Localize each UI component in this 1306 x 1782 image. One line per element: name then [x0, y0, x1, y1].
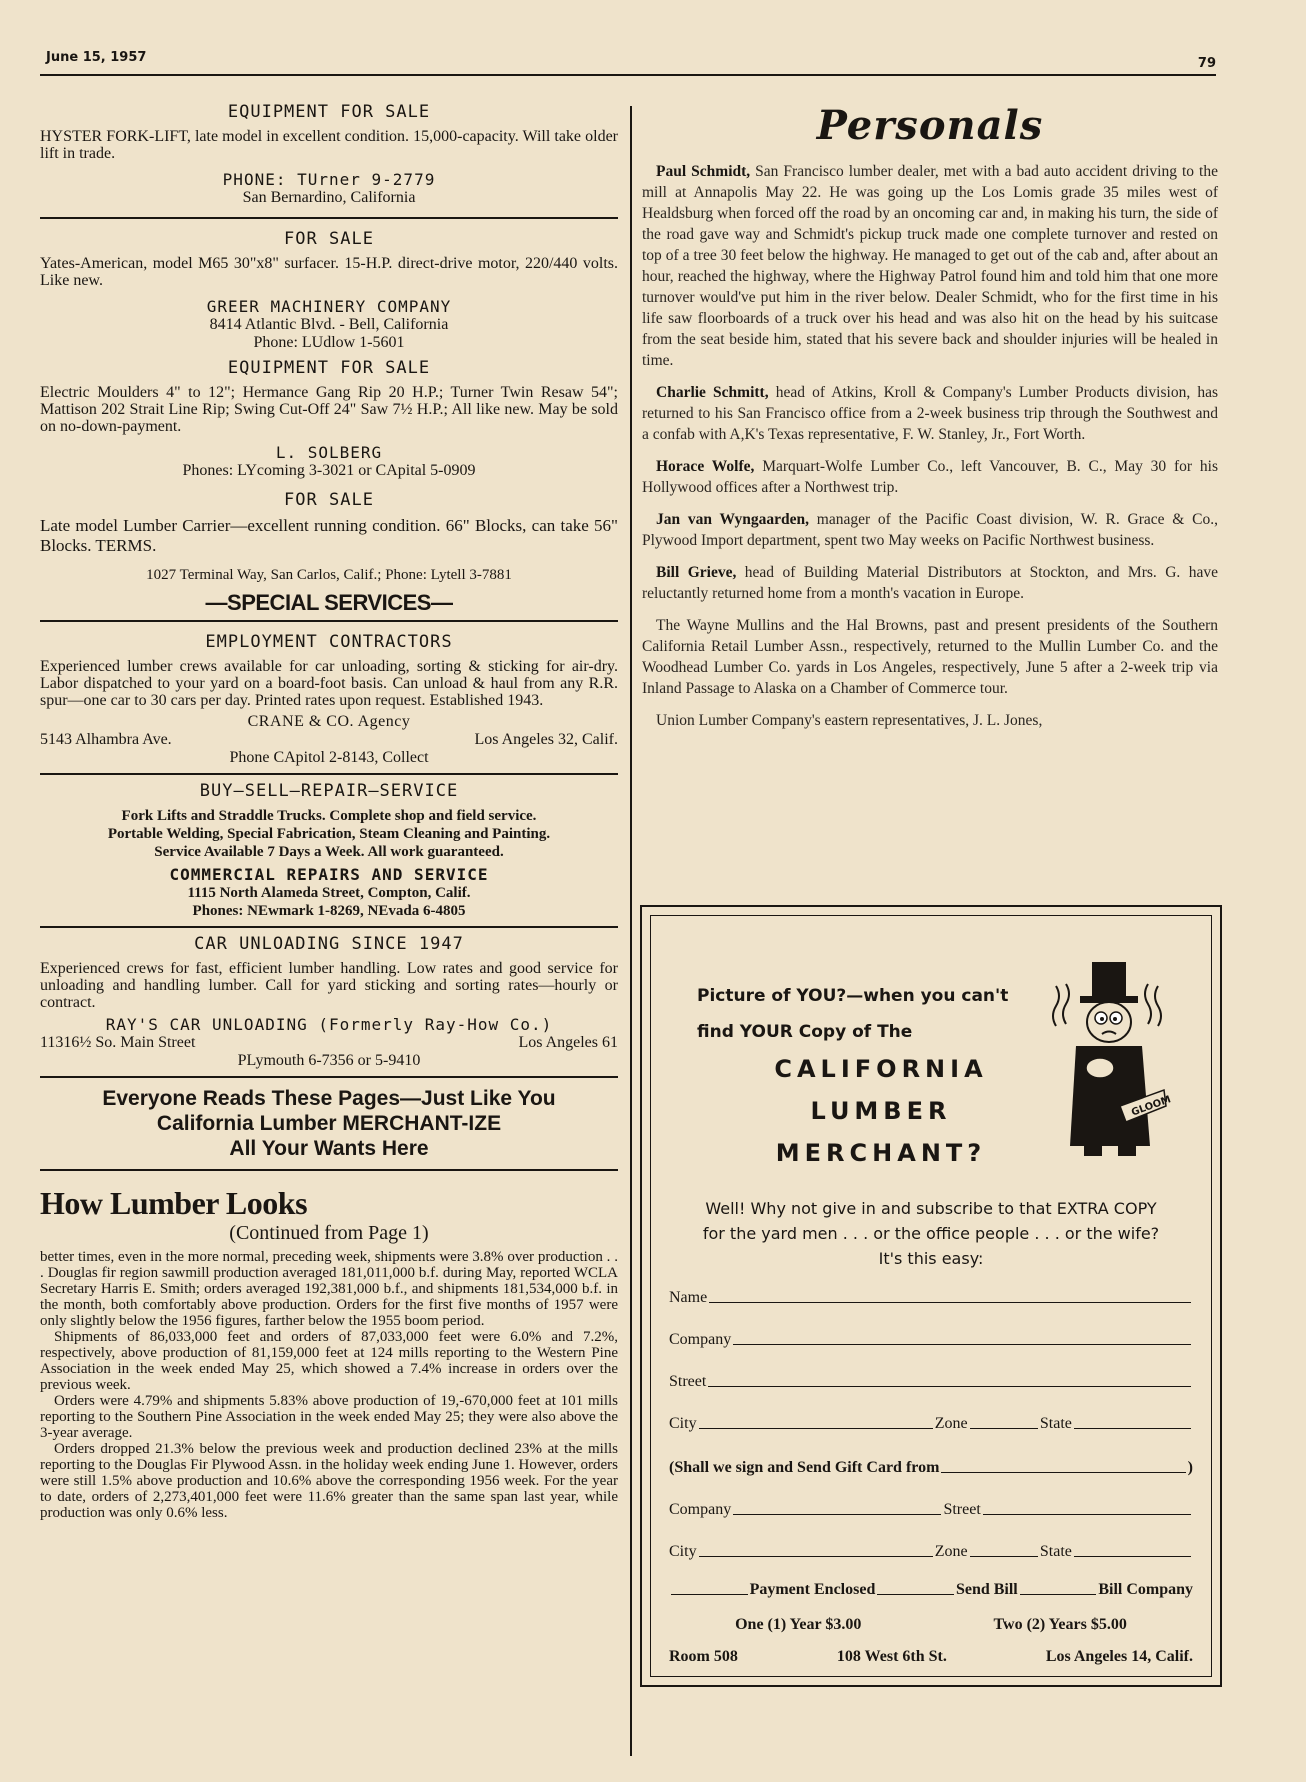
gift-close: )	[1187, 1459, 1193, 1476]
ad-title: EQUIPMENT FOR SALE	[227, 358, 431, 378]
state-line[interactable]	[1074, 1555, 1191, 1557]
magazine-name-line: LUMBER	[810, 1097, 952, 1125]
ad-company: CRANE & CO. Agency	[247, 713, 411, 730]
zone-label: Zone	[934, 1415, 968, 1432]
ad-equipment-hyster	[40, 102, 618, 207]
personal-item	[642, 562, 1218, 604]
subscription-inner-border	[650, 915, 1212, 1677]
ad-phone: Phones: NEwmark 1-8269, NEvada 6-4805	[192, 903, 466, 919]
ad-company: GREER MACHINERY COMPANY	[206, 297, 452, 316]
ad-title: EQUIPMENT FOR SALE	[227, 102, 431, 122]
state-line[interactable]	[1074, 1427, 1191, 1429]
article-paragraph: Orders were 4.79% and shipments 5.83% above production of 19,-670,000 feet at 101 mills reporting to the Southern Pine Association in the week ended May 25; they were also above the 3-year average.	[40, 1393, 618, 1441]
ad-phone: Phone CApitol 2-8143, Collect	[229, 749, 429, 766]
personal-name: Jan van Wyngaarden,	[656, 511, 809, 528]
promo-line: Everyone Reads These Pages—Just Like You	[102, 1087, 556, 1110]
gift-company-street-field[interactable]	[669, 1501, 1193, 1519]
ad-company: L. SOLBERG	[275, 443, 383, 462]
ad-address-left: 11316½ So. Main Street	[40, 1034, 196, 1051]
ad-separator	[40, 1076, 618, 1078]
ad-body: HYSTER FORK-LIFT, late model in excellent condition. 15,000-capacity. Will take older lift in trade.	[40, 128, 618, 162]
gift-label: (Shall we sign and Send Gift Card from	[669, 1459, 940, 1476]
magazine-name-line: MERCHANT?	[775, 1139, 987, 1167]
city-line[interactable]	[699, 1555, 933, 1557]
ad-location: San Bernardino, California	[242, 189, 416, 206]
send-bill-label: Send Bill	[955, 1581, 1018, 1598]
subscription-pitch	[669, 1196, 1193, 1271]
column-divider	[630, 106, 632, 1756]
two-year-price: Two (2) Years $5.00	[993, 1616, 1127, 1633]
name-field[interactable]	[669, 1289, 1193, 1307]
state-label: State	[1039, 1415, 1072, 1432]
ad-separator	[40, 773, 618, 775]
promo-banner	[40, 1086, 618, 1161]
ad-address-left: 5143 Alhambra Ave.	[40, 731, 172, 748]
address-city: Los Angeles 14, Calif.	[1045, 1648, 1193, 1665]
header-rule	[40, 74, 1216, 76]
ad-line: Service Available 7 Days a Week. All work guaranteed.	[154, 844, 504, 860]
personals-title: Personals	[816, 102, 1044, 149]
price-options	[669, 1616, 1193, 1634]
company-line[interactable]	[733, 1343, 1191, 1345]
subscription-question	[697, 978, 1008, 1050]
gift-line[interactable]	[941, 1471, 1185, 1473]
article-paragraph: better times, even in the more normal, preceding week, shipments were 3.8% over production . . . Douglas fir region sawmill production averaged 181,011,000 b.f. during May, reported WCLA Secretary Harris E. Smith; orders averaged 192,381,000 b.f., and shipments 181,534,000 b.f. in the month, both comfortably above production. Orders for the first five months of 1957 were only slightly below the 1956 figures, farther below the 1955 boom period.	[40, 1249, 618, 1329]
pitch-line: It's this easy:	[878, 1249, 984, 1268]
street-line[interactable]	[983, 1513, 1191, 1515]
payment-enclosed-check[interactable]	[671, 1593, 748, 1595]
promo-line: All Your Wants Here	[229, 1137, 429, 1160]
bill-company-label: Bill Company	[1098, 1581, 1194, 1598]
zone-line[interactable]	[970, 1555, 1038, 1557]
city-label: City	[669, 1543, 697, 1560]
address-room: Room 508	[669, 1648, 738, 1665]
ad-title: CAR UNLOADING SINCE 1947	[194, 934, 464, 954]
ad-body: Electric Moulders 4" to 12"; Hermance Gang Rip 20 H.P.; Turner Twin Resaw 54"; Mattison 202 Strait Line Rip; Swing Cut-Off 24" Saw 7½ H.P.; All like new. May be sold on no-down-payment.	[40, 384, 618, 435]
ad-phone: Phones: LYcoming 3-3021 or CApital 5-0909	[182, 462, 476, 479]
ad-address: 1115 North Alameda Street, Compton, Calif.	[187, 885, 471, 901]
personal-name: Charlie Schmitt,	[656, 384, 769, 401]
ad-address-right: Los Angeles 61	[518, 1034, 618, 1051]
personal-item	[642, 710, 1218, 731]
city-label: City	[669, 1415, 697, 1432]
ad-company: COMMERCIAL REPAIRS AND SERVICE	[169, 865, 489, 884]
question-line: find YOUR Copy of The	[697, 1022, 913, 1042]
ad-title: EMPLOYMENT CONTRACTORS	[205, 632, 453, 652]
article-paragraph: Orders dropped 21.3% below the previous week and production declined 23% at the mills reporting to the Douglas Fir Plywood Assn. in the holiday week ending June 1. However, orders were still 1.5% above production and 10.6% above the corresponding 1956 week. For the year to date, orders of 2,273,401,000 feet were 11.6% greater than the same span last year, while production was only 0.6% less.	[40, 1441, 618, 1521]
ad-body: Experienced lumber crews available for car unloading, sorting & sticking for air-dry. Labor dispatched to your yard on a board-foot basis. Can unload & haul from any R.R. spur—one car to 30 cars per day. Printed rates upon request. Established 1943.	[40, 658, 618, 709]
promo-line: California Lumber MERCHANT-IZE	[156, 1112, 502, 1135]
article-title: How Lumber Looks	[40, 1185, 308, 1221]
ad-for-sale-greer	[40, 229, 618, 352]
ad-phone: PHONE: TUrner 9-2779	[222, 170, 436, 189]
mailing-address	[669, 1648, 1193, 1666]
personal-item	[642, 615, 1218, 699]
personal-text: San Francisco lumber dealer, met with a bad auto accident driving to the mill at Annapolis May 22. He was going up the Los Lomis grade 35 miles west of Healdsburg when forced off the road by an oncoming car and, in making his turn, the side of the road gave way and Schmidt's pickup truck made one complete turnover and rested on top of a tree 30 feet below the highway. He managed to get out of the cab and, after about an hour, reached the highway, where the Highway Patrol found him and told him that one more turnover would've put him in the river below. Dealer Schmidt, who for the first time in his life saw floorboards of a truck over his head and was also hit on the head by his suitcase from the seat beside him, stated that his severe back and shoulder injuries will be healed in time.	[642, 163, 1218, 369]
ad-phone: Phone: LUdlow 1-5601	[253, 334, 405, 351]
personal-name: Bill Grieve,	[656, 564, 737, 581]
personal-text: head of Atkins, Kroll & Company's Lumber Products division, has returned to his San Francisco office from a 2-week business trip through the Southwest and a confab with A,K's Texas representative, F. W. Stanley, Jr., Fort Worth.	[642, 384, 1218, 443]
zone-line[interactable]	[970, 1427, 1038, 1429]
name-line[interactable]	[709, 1301, 1191, 1303]
ad-equipment-solberg	[40, 358, 618, 480]
ad-address: 8414 Atlantic Blvd. - Bell, California	[209, 316, 449, 333]
ad-employment-contractors	[40, 632, 618, 767]
classified-column	[40, 98, 618, 1521]
personal-text: head of Building Material Distributors at Stockton, and Mrs. G. have reluctantly returned home from a month's vacation in Europe.	[642, 564, 1219, 602]
ad-title: FOR SALE	[284, 229, 374, 249]
question-line: Picture of YOU?—when you can't	[697, 986, 1009, 1006]
gift-city-zone-state-field[interactable]	[669, 1543, 1193, 1561]
street-label: Street	[943, 1501, 981, 1518]
street-field[interactable]	[669, 1373, 1193, 1391]
ad-address-right: Los Angeles 32, Calif.	[474, 731, 618, 748]
special-services-heading: —SPECIAL SERVICES—	[205, 590, 453, 615]
company-label: Company	[669, 1501, 732, 1518]
payment-enclosed-label: Payment Enclosed	[749, 1581, 876, 1598]
personal-text: manager of the Pacific Coast division, W. R. Grace & Co., Plywood Import department, spent two May weeks on Pacific Northwest business.	[642, 511, 1218, 549]
state-label: State	[1039, 1543, 1072, 1560]
pitch-line: Well! Why not give in and subscribe to that EXTRA COPY	[705, 1199, 1157, 1218]
ad-company: RAY'S CAR UNLOADING (Formerly Ray-How Co.)	[105, 1015, 553, 1034]
personal-text: Union Lumber Company's eastern representatives, J. L. Jones,	[656, 712, 1043, 729]
payment-options[interactable]	[669, 1581, 1193, 1599]
ad-separator	[40, 926, 618, 928]
ad-address-row	[40, 731, 618, 749]
ad-buy-sell-repair	[40, 781, 618, 920]
subscription-form	[640, 905, 1222, 1687]
gloom-sign-text: GLOOM	[1130, 1094, 1173, 1119]
magazine-name-line: CALIFORNIA	[774, 1055, 988, 1083]
ad-contact: 1027 Terminal Way, San Carlos, Calif.; Phone: Lytell 3-7881	[146, 567, 512, 583]
city-zone-state-field[interactable]	[669, 1415, 1193, 1433]
personal-text: The Wayne Mullins and the Hal Browns, past and present presidents of the Southern California Retail Lumber Assn., respectively, returned to the Mullin Lumber Co. and the Woodhead Lumber Co. yards in Los Angeles, respectively, June 5 after a 2-week trip via Inland Passage to Alaska on a Chamber of Commerce tour.	[642, 617, 1218, 697]
ad-for-sale-carrier	[40, 490, 618, 584]
ad-separator	[40, 217, 618, 219]
ad-separator	[40, 1169, 618, 1171]
personals-column	[642, 98, 1218, 742]
personal-text: Marquart-Wolfe Lumber Co., left Vancouver, B. C., May 30 for his Hollywood offices after a Northwest trip.	[642, 458, 1218, 496]
personal-item	[642, 456, 1218, 498]
address-street: 108 West 6th St.	[836, 1648, 947, 1665]
personal-name: Paul Schmidt,	[656, 163, 751, 180]
page-number: 79	[1197, 56, 1216, 71]
name-label: Name	[669, 1289, 708, 1306]
personal-item	[642, 509, 1218, 551]
pitch-line: for the yard men . . . or the office people . . . or the wife?	[702, 1224, 1160, 1243]
zone-label: Zone	[934, 1543, 968, 1560]
personals-list	[642, 161, 1218, 731]
company-field[interactable]	[669, 1331, 1193, 1349]
ad-title: BUY—SELL—REPAIR—SERVICE	[199, 781, 459, 801]
personal-item	[642, 382, 1218, 445]
how-lumber-looks-article	[40, 1185, 618, 1521]
bill-company-check[interactable]	[1020, 1593, 1097, 1595]
one-year-price: One (1) Year $3.00	[735, 1616, 862, 1633]
company-line[interactable]	[733, 1513, 941, 1515]
company-label: Company	[669, 1331, 732, 1348]
ad-body: Late model Lumber Carrier—excellent running condition. 66" Blocks, can take 56" Blocks. TERMS.	[40, 516, 618, 555]
magazine-name	[711, 1048, 1051, 1174]
ad-title: FOR SALE	[284, 490, 374, 510]
article-paragraph: Shipments of 86,033,000 feet and orders of 87,033,000 feet were 6.0% and 7.2%, respectively, above production of 81,159,000 feet at 124 mills reporting to the Western Pine Association in the week ended May 25, which showed a 7.4% increase in orders over the previous week.	[40, 1329, 618, 1393]
issue-date: June 15, 1957	[46, 50, 147, 65]
ad-car-unloading	[40, 934, 618, 1070]
ad-body: Experienced crews for fast, efficient lumber handling. Low rates and good service for unloading and handling lumber. Call for yard sticking and sorting rates—hourly or contract.	[40, 960, 618, 1011]
street-label: Street	[669, 1373, 707, 1390]
ad-address-row	[40, 1034, 618, 1052]
ad-separator	[40, 620, 618, 622]
ad-phone: PLymouth 6-7356 or 5-9410	[237, 1052, 421, 1069]
gift-card-field[interactable]	[669, 1459, 1193, 1477]
gloom-cartoon-icon	[1046, 956, 1176, 1166]
article-subtitle: (Continued from Page 1)	[229, 1222, 429, 1244]
personal-name: Horace Wolfe,	[656, 458, 755, 475]
street-line[interactable]	[708, 1385, 1191, 1387]
ad-line: Portable Welding, Special Fabrication, Steam Cleaning and Painting.	[107, 826, 551, 842]
ad-body: Yates-American, model M65 30"x8" surfacer. 15-H.P. direct-drive motor, 220/440 volts. Like new.	[40, 255, 618, 289]
personal-item	[642, 161, 1218, 371]
ad-line: Fork Lifts and Straddle Trucks. Complete shop and field service.	[121, 808, 537, 824]
send-bill-check[interactable]	[877, 1593, 954, 1595]
city-line[interactable]	[699, 1427, 933, 1429]
